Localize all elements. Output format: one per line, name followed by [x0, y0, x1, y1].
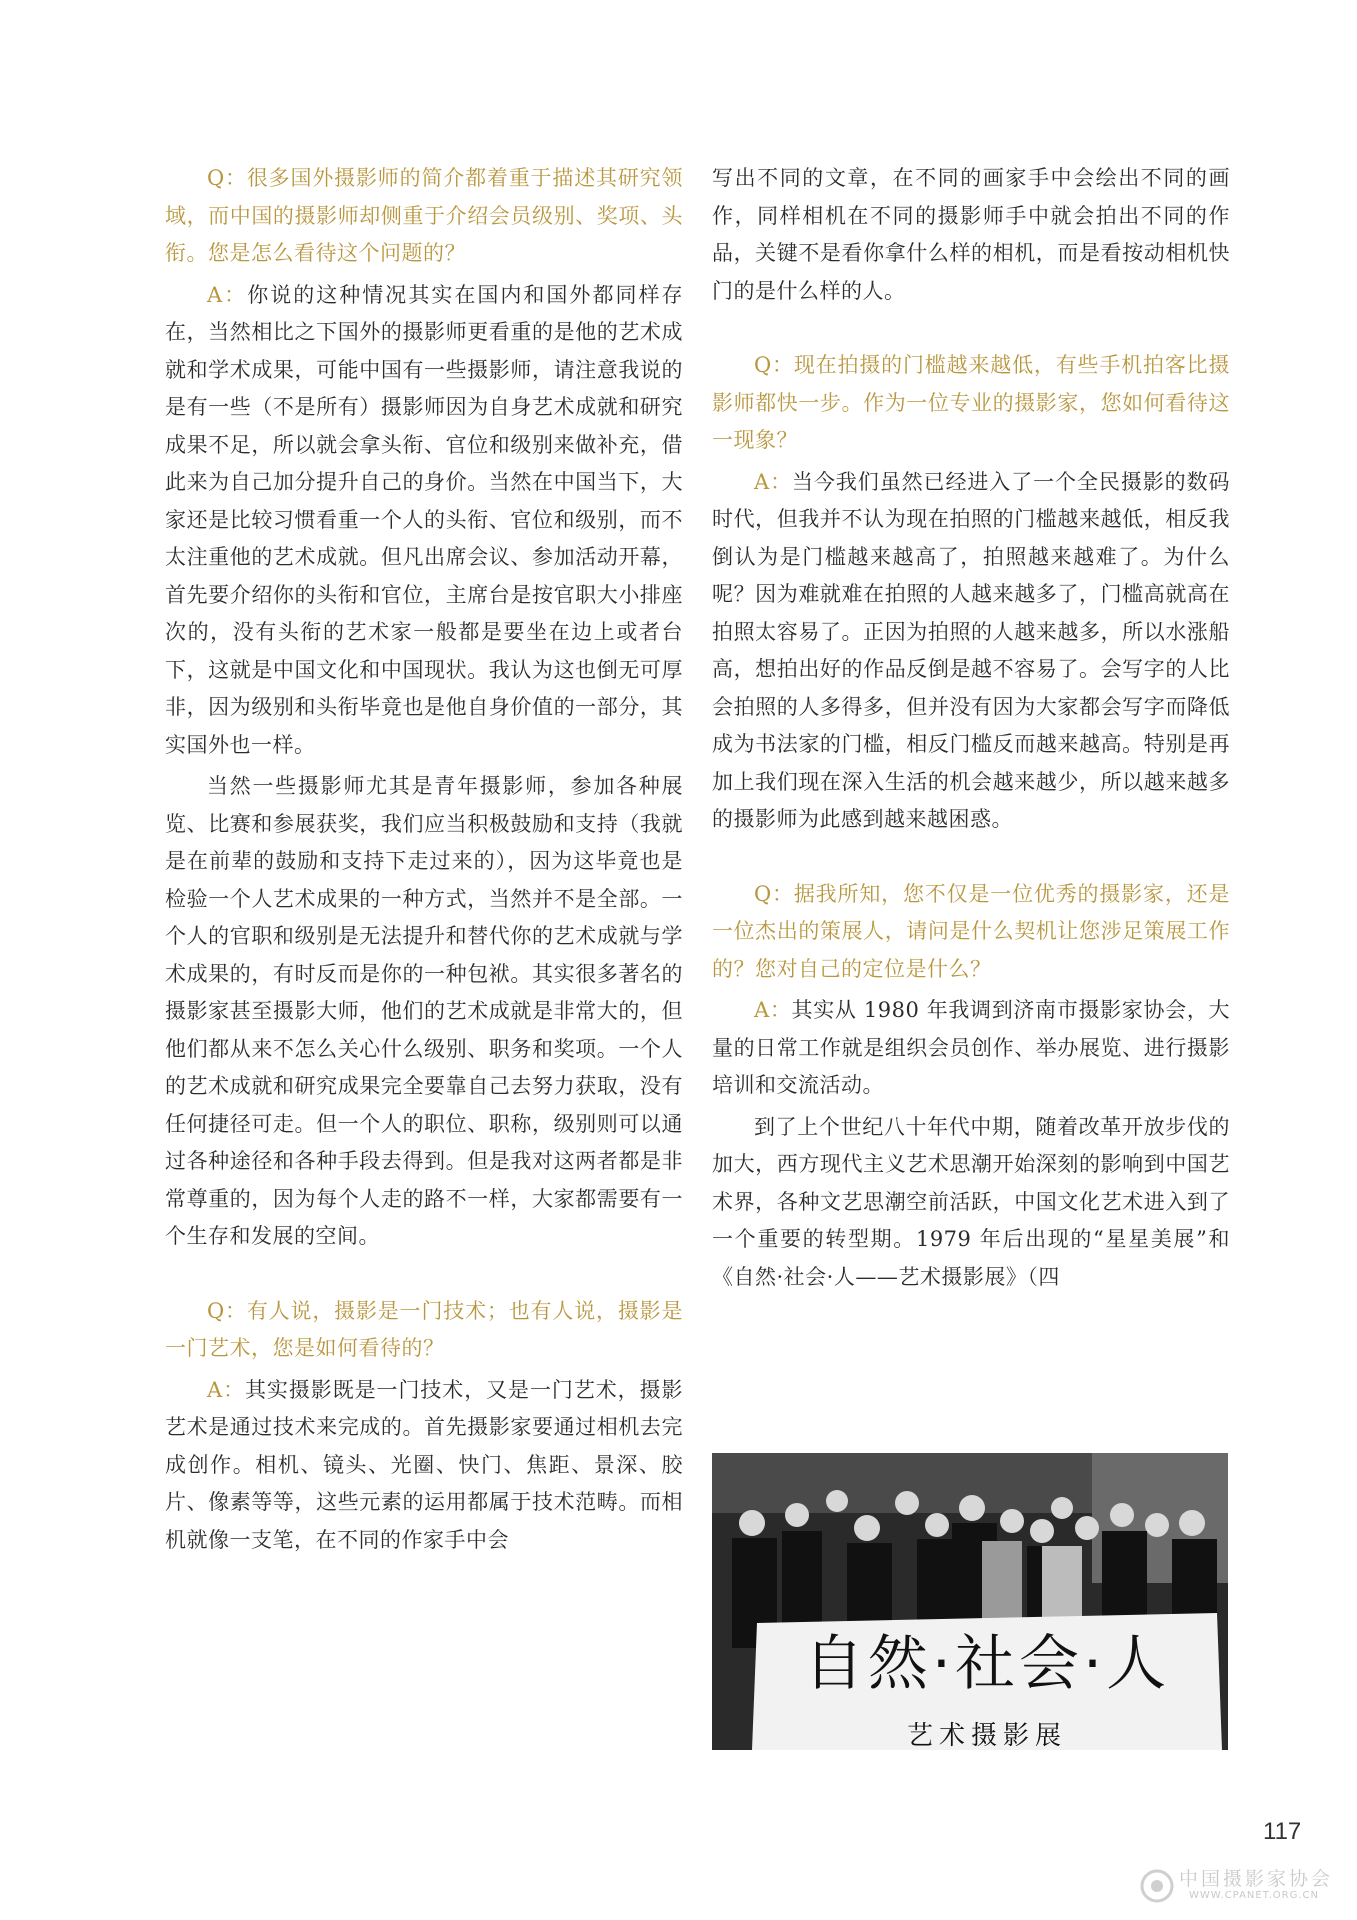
answer-1-paragraph-1	[165, 277, 683, 765]
question-4: Q：据我所知，您不仅是一位优秀的摄影家，还是一位杰出的策展人，请问是什么契机让您涉足策展工作的？您对自己的定位是什么？	[712, 881, 1230, 981]
answer-1-paragraph-2: 当然一些摄影师尤其是青年摄影师，参加各种展览、比赛和参展获奖，我们应当积极鼓励和支持（我就是在前辈的鼓励和支持下走过来的），因为这毕竟也是检验一个人艺术成果的一种方式，当然并不是全部。一个人的官职和级别是无法提升和替代你的艺术成就与学术成果的，有时反而是你的一种包袱。其实很多著名的摄影家甚至摄影大师，他们的艺术成就是非常大的，但他们都从来不怎么关心什么级别、职务和奖项。一个人的艺术成就和研究成果完全要靠自己去努力获取，没有任何捷径可走。但一个人的职位、职称，级别则可以通过各种途径和各种手段去得到。但是我对这两者都是非常尊重的，因为每个人走的路不一样，大家都需要有一个生存和发展的空间。	[165, 774, 683, 1248]
answer-4-lead: A：	[754, 998, 792, 1022]
answer-1-text: 你说的这种情况其实在国内和国外都同样存在，当然相比之下国外的摄影师更看重的是他的艺术成就和学术成果，可能中国有一些摄影师，请注意我说的是有一些（不是所有）摄影师因为自身艺术成就和研究成果不足，所以就会拿头衔、官位和级别来做补充，借此来为自己加分提升自己的身价。当然在中国当下，大家还是比较习惯看重一个人的头衔、官位和级别，而不太注重他的艺术成就。但凡出席会议、参加活动开幕，首先要介绍你的头衔和官位，主席台是按官职大小排座次的，没有头衔的艺术家一般都是要坐在边上或者台下，这就是中国文化和中国现状。我认为这也倒无可厚非，因为级别和头衔毕竟也是他自身价值的一部分，其实国外也一样。	[165, 282, 683, 757]
cpa-logo-icon	[1139, 1868, 1175, 1904]
answer-4-paragraph-2: 到了上个世纪八十年代中期，随着改革开放步伐的加大，西方现代主义艺术思潮开始深刻的影响到中国艺术界，各种文艺思潮空前活跃，中国文化艺术进入到了一个重要的转型期。1979 年后出现的“星星美展”和《自然·社会·人——艺术摄影展》（四	[712, 1114, 1230, 1289]
answer-4-paragraph-1	[712, 992, 1230, 1105]
group-photo	[712, 1453, 1228, 1750]
answer-2-lead: A：	[207, 1377, 246, 1402]
page-number: 117	[1263, 1818, 1302, 1845]
watermark-text: 中国摄影家协会	[1179, 1868, 1334, 1890]
right-column	[712, 160, 1230, 1296]
watermark-url: WWW.CPANET.ORG.CN	[1189, 1890, 1320, 1901]
banner-subtitle: 艺术摄影展	[906, 1721, 1067, 1750]
answer-3-text: 当今我们虽然已经进入了一个全民摄影的数码时代，但我并不认为现在拍照的门槛越来越低，相反我倒认为是门槛越来越高了，拍照越来越难了。为什么呢？因为难就难在拍照的人越来越多了，门槛高就高在拍照太容易了。正因为拍照的人越来越多，所以水涨船高，想拍出好的作品反倒是越不容易了。会写字的人比会拍照的人多得多，但并没有因为大家都会写字而降低成为书法家的门槛，相反门槛反而越来越高。特别是再加上我们现在深入生活的机会越来越少，所以越来越多的摄影师为此感到越来越困惑。	[712, 469, 1231, 831]
answer-2-continuation: 写出不同的文章，在不同的画家手中会绘出不同的画作，同样相机在不同的摄影师手中就会拍出不同的作品，关键不是看你拿什么样的相机，而是看按动相机快门的是什么样的人。	[712, 166, 1230, 303]
question-1: Q：很多国外摄影师的简介都着重于描述其研究领域，而中国的摄影师却侧重于介绍会员级别、奖项、头衔。您是怎么看待这个问题的？	[165, 166, 683, 265]
answer-3-lead: A：	[754, 469, 793, 494]
answer-1-lead: A：	[207, 282, 248, 307]
left-column	[165, 160, 683, 1559]
banner-title: 自然·社会·人	[803, 1629, 1171, 1699]
question-3: Q：现在拍摄的门槛越来越低，有些手机拍客比摄影师都快一步。作为一位专业的摄影家，您如何看待这一现象？	[712, 353, 1230, 452]
watermark	[1139, 1864, 1339, 1908]
answer-2-paragraph-1	[165, 1372, 683, 1560]
question-2: Q：有人说，摄影是一门技术；也有人说，摄影是一门艺术，您是如何看待的？	[165, 1298, 683, 1360]
answer-4-text: 其实从 1980 年我调到济南市摄影家协会，大量的日常工作就是组织会员创作、举办展览、进行摄影培训和交流活动。	[712, 998, 1231, 1097]
answer-2-text: 其实摄影既是一门技术，又是一门艺术，摄影艺术是通过技术来完成的。首先摄影家要通过相机去完成创作。相机、镜头、光圈、快门、焦距、景深、胶片、像素等等，这些元素的运用都属于技术范畴。而相机就像一支笔，在不同的作家手中会	[165, 1377, 684, 1552]
answer-3-paragraph-1	[712, 464, 1230, 839]
group-photo-illustration	[712, 1453, 1228, 1750]
